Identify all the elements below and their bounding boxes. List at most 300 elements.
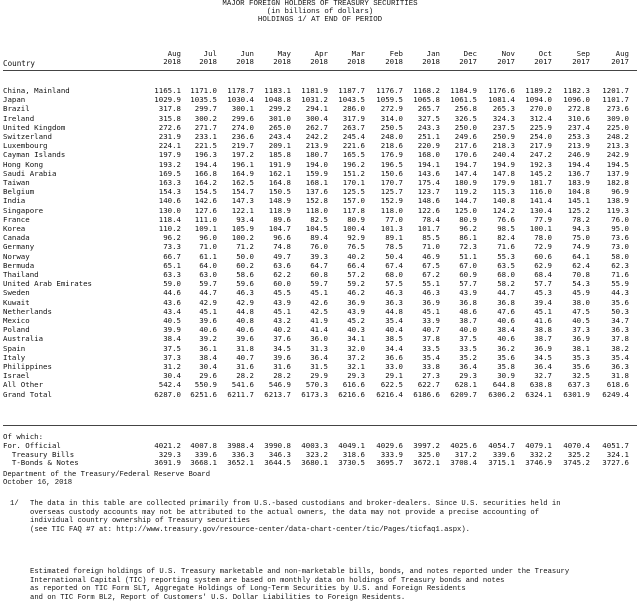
holding-value: 96.9 [611, 187, 629, 197]
holding-value: 1043.5 [338, 95, 365, 105]
of-which-label: Of which: [3, 432, 44, 441]
holding-value: 93.4 [236, 214, 254, 224]
holding-value: 274.0 [231, 122, 254, 132]
holding-value: 36.6 [385, 352, 403, 362]
footnote-marker: 1/ [10, 500, 19, 508]
holding-value: 270.0 [529, 104, 552, 114]
holding-value: 55.9 [611, 279, 629, 289]
holding-value: 62.4 [572, 260, 590, 270]
country-row [0, 187, 640, 196]
holding-value: 300.1 [231, 104, 254, 114]
holding-value: 40.7 [422, 325, 440, 335]
country-name: Mexico [3, 316, 30, 325]
holding-value: 31.5 [310, 362, 328, 371]
country-row [0, 114, 640, 123]
country-row [0, 206, 640, 215]
holding-value: 194.7 [454, 159, 477, 169]
holding-value: 145.2 [529, 168, 552, 178]
holding-value: 550.9 [194, 380, 217, 390]
holding-value: 138.9 [606, 196, 629, 206]
holding-value: 80.9 [347, 214, 365, 224]
holding-value: 628.1 [454, 380, 477, 390]
holding-value: 122.1 [231, 205, 254, 215]
country-row [0, 242, 640, 251]
holding-value: 1183.1 [264, 86, 291, 95]
holding-value: 86.1 [459, 233, 477, 243]
holding-value: 147.4 [454, 168, 477, 178]
holding-value: 130.0 [158, 205, 181, 215]
holding-value: 4070.4 [563, 441, 590, 450]
holding-value: 253.3 [567, 132, 590, 141]
holding-value: 37.3 [163, 352, 181, 362]
country-row [0, 344, 640, 353]
holding-value: 118.9 [268, 205, 291, 215]
holding-value: 299.7 [194, 104, 217, 114]
holding-value: 169.5 [158, 168, 181, 178]
holding-value: 43.2 [273, 316, 291, 325]
column-year: 2017 [611, 57, 629, 67]
holding-value: 246.9 [567, 150, 590, 160]
holding-value: 286.0 [342, 104, 365, 114]
holding-value: 1081.4 [488, 95, 515, 105]
holding-value: 68.0 [497, 270, 515, 279]
column-year: 2017 [497, 57, 515, 67]
holding-value: 248.0 [380, 132, 403, 141]
holding-value: 323.2 [305, 449, 328, 459]
holding-value: 96.0 [199, 233, 217, 243]
country-row [0, 288, 640, 297]
holding-value: 41.6 [534, 316, 552, 325]
holding-value: 237.5 [492, 122, 515, 132]
holding-value: 220.9 [417, 141, 440, 151]
holding-value: 122.6 [417, 205, 440, 215]
holding-value: 249.6 [454, 132, 477, 141]
holding-value: 46.2 [347, 288, 365, 298]
holding-value: 63.5 [497, 260, 515, 270]
country-name: Israel [3, 371, 30, 381]
country-row [0, 224, 640, 233]
country-row [0, 261, 640, 270]
column-header [481, 50, 515, 67]
holding-value: 31.6 [273, 362, 291, 371]
holding-value: 37.5 [459, 334, 477, 344]
holding-value: 34.5 [273, 343, 291, 353]
holding-value: 209.1 [268, 141, 291, 151]
holding-value: 250.5 [380, 122, 403, 132]
holding-value: 236.6 [231, 132, 254, 141]
holding-value: 194.1 [417, 159, 440, 169]
report-subtitle: HOLDINGS 1/ AT END OF PERIOD [257, 16, 383, 24]
holding-value: 194.5 [606, 159, 629, 169]
holding-value: 39.2 [199, 334, 217, 344]
holding-value: 100.4 [342, 224, 365, 233]
country-column-header: Country [3, 59, 36, 68]
holding-value: 61.1 [199, 251, 217, 261]
holding-value: 30.4 [163, 371, 181, 381]
holding-value: 45.2 [347, 316, 365, 325]
holding-value: 80.9 [459, 214, 477, 224]
country-row [0, 279, 640, 288]
column-month: Jan [426, 49, 440, 58]
holding-value: 96.2 [459, 224, 477, 233]
holding-value: 111.0 [194, 214, 217, 224]
holding-value: 77.9 [534, 214, 552, 224]
holding-value: 44.7 [199, 288, 217, 298]
holding-value: 41.4 [310, 325, 328, 335]
holding-value: 1059.5 [376, 95, 403, 105]
country-name: Treasury Bills [3, 449, 75, 459]
holding-value: 183.9 [567, 178, 590, 187]
header-rule [3, 70, 637, 71]
holding-value: 45.1 [310, 288, 328, 298]
holding-value: 68.4 [534, 270, 552, 279]
note-line: Estimated foreign holdings of U.S. Treasury marketable and non-marketable bills, bonds, and notes reported under the Treasury [30, 568, 570, 576]
holding-value: 50.4 [385, 251, 403, 261]
holding-value: 100.1 [529, 224, 552, 233]
holding-value: 77.0 [385, 214, 403, 224]
holding-value: 60.8 [310, 270, 328, 279]
holding-value: 162.5 [231, 178, 254, 187]
holding-value: 245.4 [342, 132, 365, 141]
holding-value: 115.3 [492, 187, 515, 197]
holding-value: 194.4 [567, 159, 590, 169]
holding-value: 6306.2 [488, 389, 515, 399]
holding-value: 4079.1 [525, 441, 552, 450]
holding-value: 64.0 [199, 260, 217, 270]
holding-value: 1094.0 [525, 95, 552, 105]
holding-value: 3644.5 [264, 458, 291, 468]
holding-value: 262.7 [305, 122, 328, 132]
holding-value: 570.3 [305, 380, 328, 390]
holding-value: 213.3 [606, 141, 629, 151]
holding-value: 98.5 [497, 224, 515, 233]
holding-value: 45.5 [273, 288, 291, 298]
holding-value: 336.3 [231, 449, 254, 459]
holding-value: 193.2 [158, 159, 181, 169]
holding-value: 181.7 [529, 178, 552, 187]
holding-value: 118.0 [305, 205, 328, 215]
holding-value: 152.8 [305, 196, 328, 206]
holding-value: 60.9 [459, 270, 477, 279]
holding-value: 1178.7 [227, 86, 254, 95]
holding-value: 339.6 [492, 449, 515, 459]
holding-value: 147.3 [231, 196, 254, 206]
holding-value: 4049.1 [338, 441, 365, 450]
holding-value: 243.4 [268, 132, 291, 141]
holding-value: 170.6 [454, 150, 477, 160]
holding-value: 35.4 [422, 352, 440, 362]
holding-value: 34.1 [347, 334, 365, 344]
holding-value: 36.9 [422, 297, 440, 307]
holding-value: 219.7 [231, 141, 254, 151]
holding-value: 36.8 [459, 297, 477, 307]
holding-value: 170.7 [380, 178, 403, 187]
holding-value: 265.3 [492, 104, 515, 114]
holding-value: 1168.2 [413, 86, 440, 95]
holding-value: 300.4 [305, 113, 328, 123]
holding-value: 46.3 [422, 288, 440, 298]
holding-value: 154.7 [231, 187, 254, 197]
column-month: Jun [240, 49, 254, 58]
holding-value: 39.6 [199, 316, 217, 325]
holding-value: 310.6 [567, 113, 590, 123]
holding-value: 73.3 [163, 242, 181, 252]
holding-value: 35.2 [459, 352, 477, 362]
holding-value: 101.7 [417, 224, 440, 233]
holding-value: 231.9 [158, 132, 181, 141]
holding-value: 1176.7 [376, 86, 403, 95]
holding-value: 64.7 [310, 260, 328, 270]
country-row [0, 380, 640, 389]
holding-value: 326.5 [454, 113, 477, 123]
column-header [518, 50, 552, 67]
column-year: 2018 [385, 57, 403, 67]
holding-value: 272.9 [380, 104, 403, 114]
holding-value: 6249.4 [602, 389, 629, 399]
column-header [220, 50, 254, 67]
holding-value: 73.6 [611, 233, 629, 243]
holding-value: 71.2 [236, 242, 254, 252]
holding-value: 48.6 [459, 306, 477, 316]
holding-value: 179.9 [492, 178, 515, 187]
holding-value: 38.0 [572, 297, 590, 307]
holding-value: 55.3 [497, 251, 515, 261]
holding-value: 294.1 [305, 104, 328, 114]
holding-value: 30.4 [199, 362, 217, 371]
column-month: Nov [501, 49, 515, 58]
holding-value: 37.8 [611, 334, 629, 344]
holding-value: 71.0 [422, 242, 440, 252]
holding-value: 44.3 [611, 288, 629, 298]
holding-value: 213.9 [567, 141, 590, 151]
holding-value: 42.6 [310, 297, 328, 307]
holding-value: 140.8 [492, 196, 515, 206]
holding-value: 44.8 [236, 306, 254, 316]
column-header [147, 50, 181, 67]
holding-value: 197.2 [231, 150, 254, 160]
holding-value: 314.0 [380, 113, 403, 123]
holding-value: 317.2 [454, 449, 477, 459]
holding-value: 140.6 [158, 196, 181, 206]
holding-value: 35.4 [385, 316, 403, 325]
holding-value: 317.9 [342, 113, 365, 123]
holding-value: 3988.4 [227, 441, 254, 450]
holding-value: 6216.6 [338, 389, 365, 399]
holding-value: 104.8 [567, 187, 590, 197]
holding-value: 40.2 [273, 325, 291, 335]
country-row [0, 95, 640, 104]
country-name: Kuwait [3, 297, 30, 307]
holding-value: 3746.9 [525, 458, 552, 468]
holding-value: 89.1 [385, 233, 403, 243]
holding-value: 110.2 [158, 224, 181, 233]
holding-value: 31.2 [163, 362, 181, 371]
holding-value: 36.4 [459, 362, 477, 371]
holding-value: 71.6 [611, 270, 629, 279]
holding-value: 329.3 [158, 449, 181, 459]
holding-value: 92.9 [347, 233, 365, 243]
holding-value: 63.3 [163, 270, 181, 279]
holding-value: 1181.9 [301, 86, 328, 95]
holding-value: 168.1 [305, 178, 328, 187]
holding-value: 162.1 [268, 168, 291, 178]
holding-value: 40.6 [497, 334, 515, 344]
holding-value: 165.5 [342, 150, 365, 160]
holding-value: 125.2 [567, 205, 590, 215]
holding-value: 1171.0 [190, 86, 217, 95]
holding-value: 40.7 [236, 352, 254, 362]
holding-value: 164.9 [231, 168, 254, 178]
column-year: 2018 [347, 57, 365, 67]
holding-value: 6186.6 [413, 389, 440, 399]
holding-value: 4007.8 [190, 441, 217, 450]
holding-value: 29.9 [310, 371, 328, 381]
column-year: 2018 [199, 57, 217, 67]
holding-value: 76.6 [497, 214, 515, 224]
holding-value: 46.3 [385, 288, 403, 298]
holding-value: 89.6 [273, 214, 291, 224]
holding-value: 58.0 [611, 251, 629, 261]
holding-value: 40.6 [199, 325, 217, 335]
holding-value: 644.8 [492, 380, 515, 390]
holding-value: 32.7 [534, 371, 552, 381]
column-year: 2018 [236, 57, 254, 67]
holding-value: 237.4 [567, 122, 590, 132]
holding-value: 300.2 [194, 113, 217, 123]
holding-value: 65.1 [163, 260, 181, 270]
holding-value: 218.6 [380, 141, 403, 151]
holding-value: 35.6 [497, 352, 515, 362]
holding-value: 243.3 [417, 122, 440, 132]
country-row [0, 160, 640, 169]
holding-value: 40.0 [459, 325, 477, 335]
holding-value: 3745.2 [563, 458, 590, 468]
holding-value: 47.5 [572, 306, 590, 316]
column-header [257, 50, 291, 67]
holding-value: 72.3 [459, 242, 477, 252]
holding-value: 332.2 [529, 449, 552, 459]
holding-value: 616.6 [342, 380, 365, 390]
country-name: Japan [3, 95, 26, 105]
holding-value: 125.0 [454, 205, 477, 215]
holding-value: 29.3 [347, 371, 365, 381]
holding-value: 104.7 [268, 224, 291, 233]
holding-value: 119.3 [606, 205, 629, 215]
holding-value: 57.5 [385, 279, 403, 289]
holding-value: 3691.9 [154, 458, 181, 468]
country-row [0, 353, 640, 362]
column-month: Dec [463, 49, 477, 58]
column-month: May [277, 49, 291, 58]
column-month: Aug [615, 49, 629, 58]
holding-value: 59.0 [163, 279, 181, 289]
holding-value: 542.4 [158, 380, 181, 390]
holding-value: 1031.2 [301, 95, 328, 105]
holding-value: 4051.7 [602, 441, 629, 450]
holding-value: 154.5 [194, 187, 217, 197]
holding-value: 51.1 [459, 251, 477, 261]
country-name: Canada [3, 233, 30, 243]
holding-value: 35.3 [572, 352, 590, 362]
holding-value: 46.9 [422, 251, 440, 261]
holding-value: 39.6 [236, 334, 254, 344]
holding-value: 265.0 [268, 122, 291, 132]
holding-value: 35.6 [572, 362, 590, 371]
holding-value: 196.2 [342, 159, 365, 169]
holding-value: 221.5 [194, 141, 217, 151]
holding-value: 45.3 [534, 288, 552, 298]
holding-value: 130.4 [529, 205, 552, 215]
holding-value: 248.2 [606, 132, 629, 141]
note-line: (see TIC FAQ #7 at: http://www.treasury.gov/resource-center/data-chart-center/tic/Pages/ticfaq1.aspx). [30, 525, 470, 534]
holding-value: 6213.7 [264, 389, 291, 399]
holding-value: 4021.2 [154, 441, 181, 450]
holding-value: 36.3 [385, 297, 403, 307]
holding-value: 33.5 [459, 343, 477, 353]
holding-value: 34.4 [385, 343, 403, 353]
holding-value: 147.8 [492, 168, 515, 178]
column-month: Apr [314, 49, 328, 58]
holding-value: 150.6 [380, 168, 403, 178]
column-header [443, 50, 477, 67]
country-name: Switzerland [3, 132, 52, 141]
holding-value: 194.9 [492, 159, 515, 169]
holding-value: 64.1 [572, 251, 590, 261]
holding-value: 34.7 [611, 316, 629, 325]
holding-value: 1096.0 [563, 95, 590, 105]
country-name: Luxembourg [3, 141, 48, 151]
country-name: China, Mainland [3, 86, 70, 95]
holding-value: 6324.1 [525, 389, 552, 399]
country-name: For. Official [3, 441, 61, 450]
country-name: Italy [3, 352, 26, 362]
holding-value: 37.6 [273, 334, 291, 344]
holding-value: 3727.6 [602, 458, 629, 468]
holding-value: 250.9 [492, 132, 515, 141]
holding-value: 3708.4 [450, 458, 477, 468]
holding-value: 78.4 [422, 214, 440, 224]
holding-value: 36.2 [497, 343, 515, 353]
country-name: Taiwan [3, 178, 30, 187]
holding-value: 33.0 [385, 362, 403, 371]
holding-value: 31.3 [310, 343, 328, 353]
holding-value: 57.7 [459, 279, 477, 289]
holding-value: 94.3 [572, 224, 590, 233]
holding-value: 324.3 [492, 113, 515, 123]
country-name: Singapore [3, 205, 44, 215]
holding-value: 76.0 [611, 214, 629, 224]
holding-value: 339.6 [194, 449, 217, 459]
country-name: United Kingdom [3, 122, 66, 132]
holding-value: 37.5 [163, 343, 181, 353]
holding-value: 36.9 [572, 334, 590, 344]
holding-value: 150.5 [268, 187, 291, 197]
column-header [369, 50, 403, 67]
holding-value: 28.2 [273, 371, 291, 381]
holding-value: 182.8 [606, 178, 629, 187]
holding-value: 1182.3 [563, 86, 590, 95]
country-name: Philippines [3, 362, 52, 371]
holding-value: 44.7 [497, 288, 515, 298]
holding-value: 151.2 [342, 168, 365, 178]
holding-value: 59.7 [199, 279, 217, 289]
holding-value: 62.3 [611, 260, 629, 270]
holding-value: 4054.7 [488, 441, 515, 450]
holding-value: 85.5 [422, 233, 440, 243]
holding-value: 224.1 [158, 141, 181, 151]
holding-value: 325.0 [417, 449, 440, 459]
official-row [0, 458, 640, 467]
